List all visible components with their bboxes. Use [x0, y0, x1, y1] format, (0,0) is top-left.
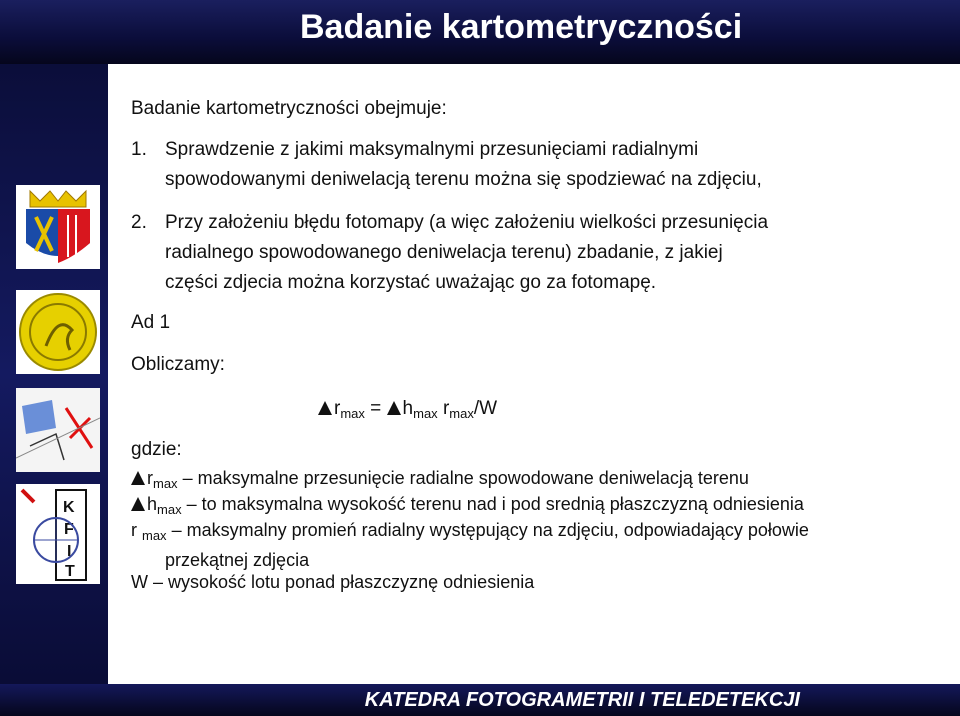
map-fragment-icon [16, 388, 100, 472]
definition-row: r $_{max}$ – maksymalny promień radialny występujący na zdjęciu, odpowiadający połowie przekątnej zdjęcia [131, 520, 809, 570]
item-line: spowodowanymi deniwelacją terenu można się spodziewać na zdjęciu, [165, 169, 762, 190]
svg-text:T: T [65, 563, 75, 580]
delta-icon [318, 401, 332, 415]
definition-row: $r_{max}$ – maksymalne przesunięcie radialne spowodowane deniwelacją terenu [131, 466, 749, 496]
item-line: części zdjecia można korzystać uważając go za fotomapę. [165, 272, 657, 293]
coat-of-arms-icon [16, 185, 100, 269]
footer-text: KATEDRA FOTOGRAMETRII I TELEDETEKCJI [364, 689, 800, 711]
gdzie-label: gdzie: [131, 439, 182, 460]
item-line: Przy założeniu błędu fotomapy (a więc założeniu wielkości przesunięcia [165, 212, 769, 233]
delta-icon [131, 471, 145, 485]
formula: $r_{max} = h_{max}$ $r_{max}/W$ [318, 394, 497, 429]
delta-icon [131, 497, 145, 511]
obliczamy-label: Obliczamy: [131, 354, 225, 375]
medal-seal-icon [16, 290, 100, 374]
intro-text: Badanie kartometryczności obejmuje: [131, 98, 447, 119]
svg-text:I: I [67, 543, 72, 560]
item-number: 1. [131, 139, 147, 160]
sidebar [0, 64, 108, 684]
list-item [131, 135, 762, 195]
svg-text:F: F [64, 521, 74, 538]
ad-label: Ad 1 [131, 312, 171, 333]
definition-row: W – wysokość lotu ponad płaszczyznę odniesienia [131, 572, 535, 592]
page-title: Badanie kartometryczności [300, 8, 743, 46]
list-item [131, 208, 768, 298]
svg-text:K: K [63, 499, 75, 516]
delta-icon [387, 401, 401, 415]
kfit-logo-icon [16, 484, 100, 584]
header-bar [0, 0, 960, 64]
item-line: Sprawdzenie z jakimi maksymalnymi przesunięciami radialnymi [165, 139, 699, 160]
item-number: 2. [131, 212, 147, 233]
definition-row: $h_{max}$ – to maksymalna wysokość terenu nad i pod srednią płaszczyzną odniesienia [131, 492, 804, 522]
item-line: radialnego spowodowanego deniwelacja terenu) zbadanie, z jakiej [165, 242, 723, 263]
